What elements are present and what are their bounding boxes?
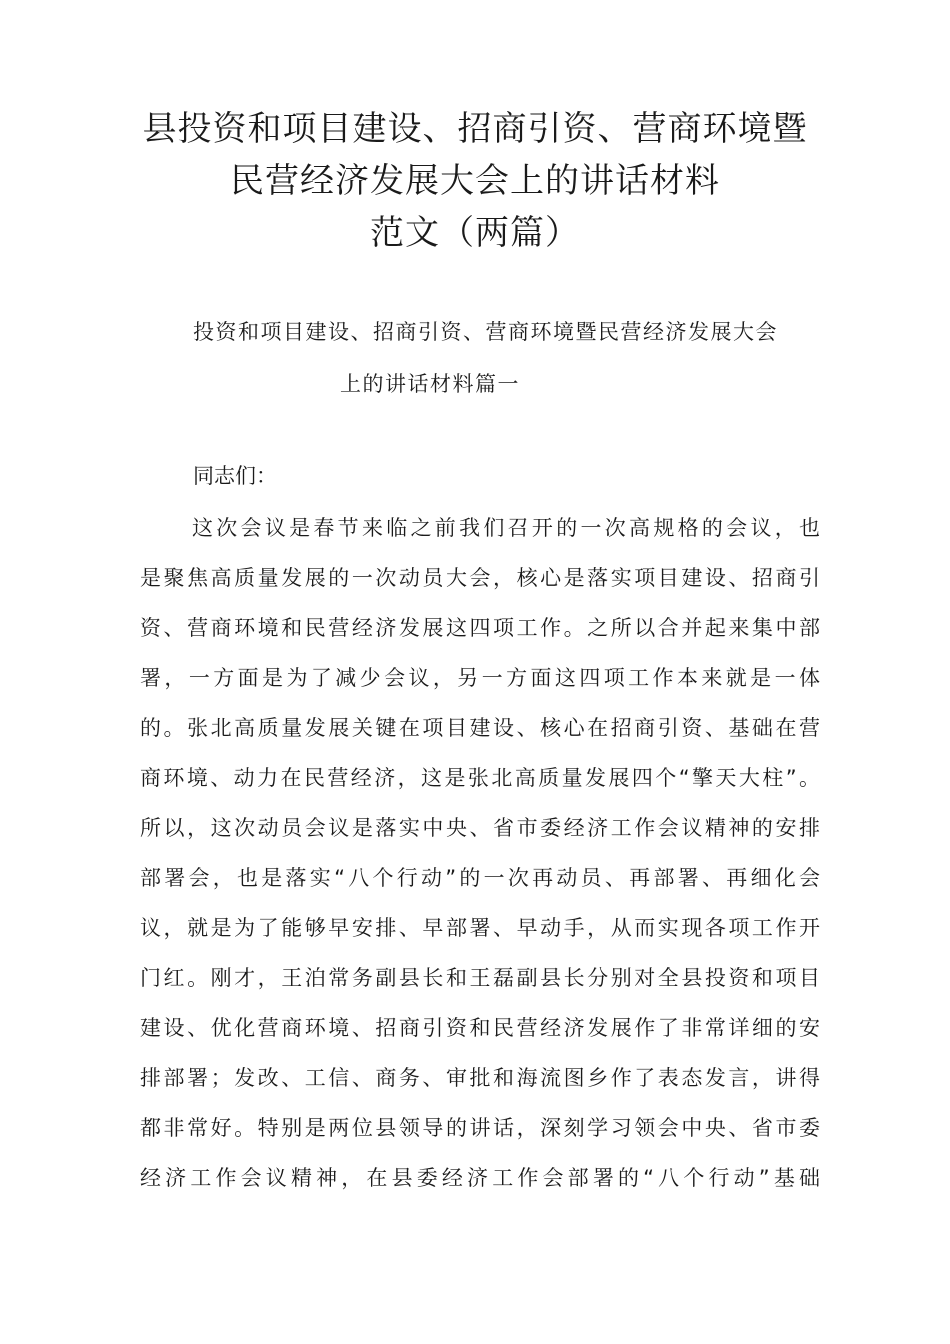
body-line: 署，一方面是为了减少会议，另一方面这四项工作本来就是一体 (140, 666, 820, 690)
body-line: 建设、优化营商环境、招商引资和民营经济发展作了非常详细的安 (140, 1016, 820, 1040)
body-line: 门红。刚才，王泊常务副县长和王磊副县长分别对全县投资和项目 (140, 966, 820, 990)
body-line: 商环境、动力在民营经济，这是张北高质量发展四个“擎天大柱”。 (140, 766, 820, 790)
section-heading-line-2: 上的讲话材料篇一 (340, 372, 520, 396)
body-line: 所以，这次动员会议是落实中央、省市委经济工作会议精神的安排 (140, 816, 820, 840)
section-heading-line-1: 投资和项目建设、招商引资、营商环境暨民营经济发展大会 (193, 320, 778, 344)
title-line-3: 范文（两篇） (370, 213, 580, 253)
body-line: 是聚焦高质量发展的一次动员大会，核心是落实项目建设、招商引 (140, 566, 820, 590)
title-line-2: 民营经济发展大会上的讲话材料 (230, 161, 720, 201)
salutation: 同志们： (193, 464, 277, 488)
body-line: 排部署；发改、工信、商务、审批和海流图乡作了表态发言，讲得 (140, 1066, 820, 1090)
title-line-1: 县投资和项目建设、招商引资、营商环境暨 (142, 109, 808, 149)
body-line: 的。张北高质量发展关键在项目建设、核心在招商引资、基础在营 (140, 716, 820, 740)
body-line: 都非常好。特别是两位县领导的讲话，深刻学习领会中央、省市委 (140, 1116, 820, 1140)
body-line: 经济工作会议精神，在县委经济工作会部署的“八个行动”基础 (140, 1166, 820, 1190)
body-line: 部署会，也是落实“八个行动”的一次再动员、再部署、再细化会 (140, 866, 820, 890)
document-title (0, 103, 950, 259)
body-line: 资、营商环境和民营经济发展这四项工作。之所以合并起来集中部 (140, 616, 820, 640)
body-text (140, 508, 820, 1208)
body-line: 这次会议是春节来临之前我们召开的一次高规格的会议，也 (192, 516, 820, 540)
body-line: 议，就是为了能够早安排、早部署、早动手，从而实现各项工作开 (140, 916, 820, 940)
